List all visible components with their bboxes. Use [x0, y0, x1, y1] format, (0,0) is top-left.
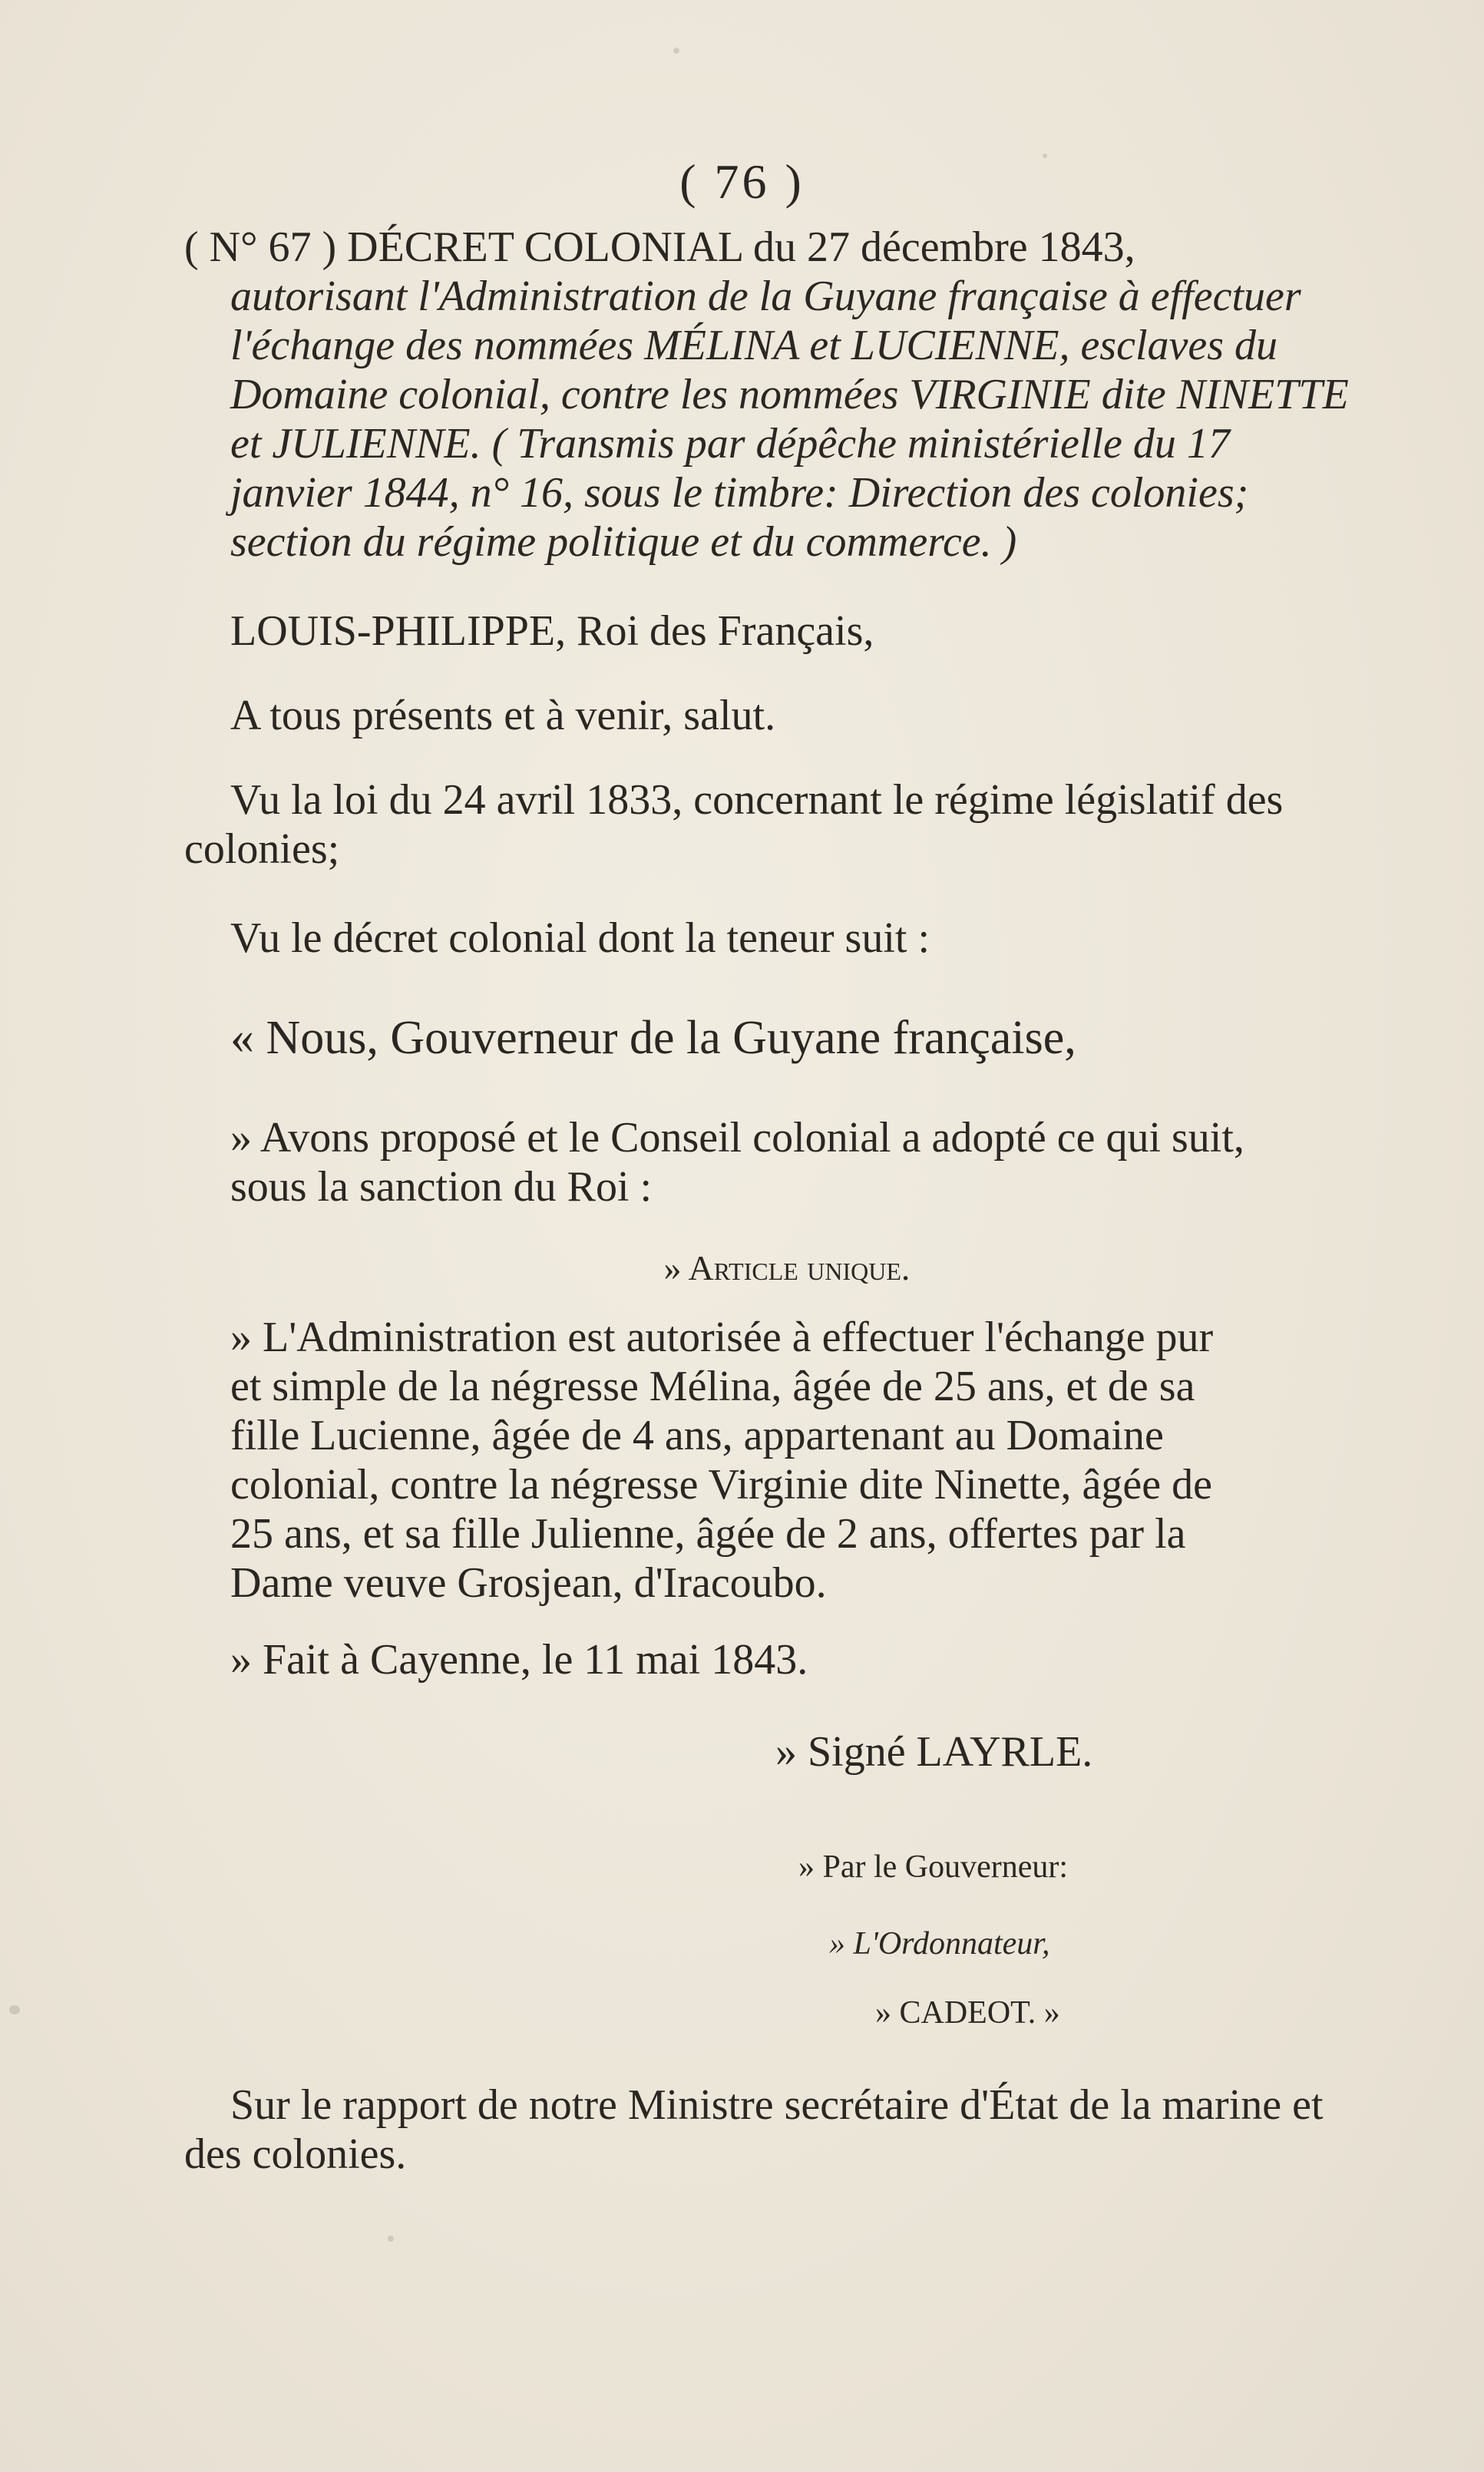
- heading-line: ( N° 67 ) DÉCRET COLONIAL du 27 décembre 1843,: [184, 223, 1135, 271]
- heading-line: janvier 1844, n° 16, sous le timbre: Direction des colonies;: [230, 469, 1249, 517]
- vu-loi-paragraph: Vu la loi du 24 avril 1833, concernant le régime législatif des colonies;: [184, 776, 1284, 873]
- paper-speck: [1043, 154, 1047, 158]
- paper-speck: [388, 2236, 394, 2242]
- vu-decret-line: Vu le décret colonial dont la teneur suit :: [230, 914, 930, 962]
- quoted-line: sous la sanction du Roi :: [230, 1163, 653, 1211]
- paper-speck: [673, 48, 679, 54]
- rapport-paragraph: Sur le rapport de notre Ministre secrétaire d'État de la marine et des colonies.: [184, 2081, 1324, 2178]
- king-line: LOUIS-PHILIPPE, Roi des Français,: [230, 607, 874, 655]
- heading-line: l'échange des nommées MÉLINA et LUCIENNE, esclaves du: [230, 322, 1278, 369]
- par-le-gouverneur: » Par le Gouverneur:: [798, 1849, 1069, 1885]
- quoted-line: » Avons proposé et le Conseil colonial a adopté ce qui suit,: [230, 1114, 1244, 1162]
- page-number: ( 76 ): [679, 154, 805, 209]
- heading-line: section du régime politique et du commerce. ): [230, 518, 1017, 566]
- nous-line: « Nous, Gouverneur de la Guyane française,: [230, 1012, 1076, 1064]
- avons-paragraph: [184, 1113, 1390, 1211]
- quoted-line: fille Lucienne, âgée de 4 ans, appartenant au Domaine: [230, 1412, 1164, 1459]
- quoted-line: 25 ans, et sa fille Julienne, âgée de 2 ans, offertes par la: [230, 1510, 1186, 1558]
- article-text: [184, 1313, 1390, 1608]
- heading-line: et JULIENNE. ( Transmis par dépêche ministérielle du 17: [230, 420, 1230, 468]
- ordonnateur-line: » L'Ordonnateur,: [829, 1926, 1050, 1961]
- quoted-line: colonial, contre la négresse Virginie dite Ninette, âgée de: [230, 1461, 1212, 1509]
- salut-line: A tous présents et à venir, salut.: [230, 692, 776, 739]
- signature-line: » Signé LAYRLE.: [775, 1728, 1093, 1776]
- article-title: » Article unique.: [663, 1248, 911, 1287]
- heading-line: autorisant l'Administration de la Guyane française à effectuer: [230, 273, 1301, 320]
- decree-heading: [184, 223, 1390, 567]
- paper-speck: [9, 2005, 20, 2014]
- cadeot-signature: » CADEOT. »: [875, 1995, 1060, 2031]
- quoted-line: Dame veuve Grosjean, d'Iracoubo.: [230, 1559, 827, 1607]
- quoted-line: et simple de la négresse Mélina, âgée de 25 ans, et de sa: [230, 1363, 1195, 1410]
- fait-line: » Fait à Cayenne, le 11 mai 1843.: [230, 1636, 808, 1684]
- quoted-line: » L'Administration est autorisée à effectuer l'échange pur: [230, 1314, 1214, 1361]
- heading-line: Domaine colonial, contre les nommées VIRGINIE dite NINETTE: [230, 371, 1349, 418]
